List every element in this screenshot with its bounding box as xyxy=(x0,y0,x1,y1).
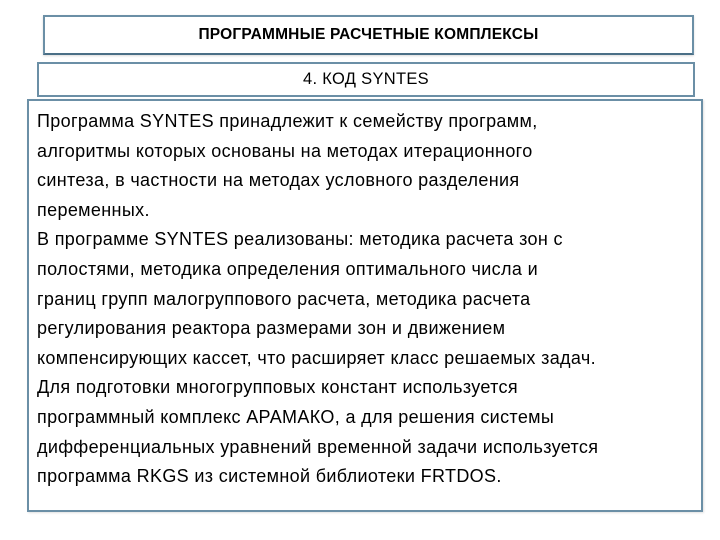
body-paragraph: Программа SYNTES принадлежит к семейству программ, алгоритмы которых основаны на методах итерационного синтеза, в частности на методах условного разделения переменных. В программе SYNTES реализованы: методика расчета зон с полостями, методика определения оптимального числа и границ групп малогруппового расчета, методика расчета регулирования реактора размерами зон и движением компенсирующих кассет, что расширяет класс решаемых задач. Для подготовки многогрупповых констант используется программный комплекс АРАМАКО, а для решения системы дифференциальных уравнений временной задачи используется программа RKGS из системной библиотеки FRTDOS. xyxy=(37,111,599,487)
content-panel xyxy=(27,99,703,512)
slide-subtitle: 4. КОД SYNTES xyxy=(303,70,429,88)
subtitle-banner xyxy=(37,62,695,97)
slide-title: ПРОГРАММНЫЕ РАСЧЕТНЫЕ КОМПЛЕКСЫ xyxy=(198,26,539,43)
title-banner xyxy=(43,15,694,55)
